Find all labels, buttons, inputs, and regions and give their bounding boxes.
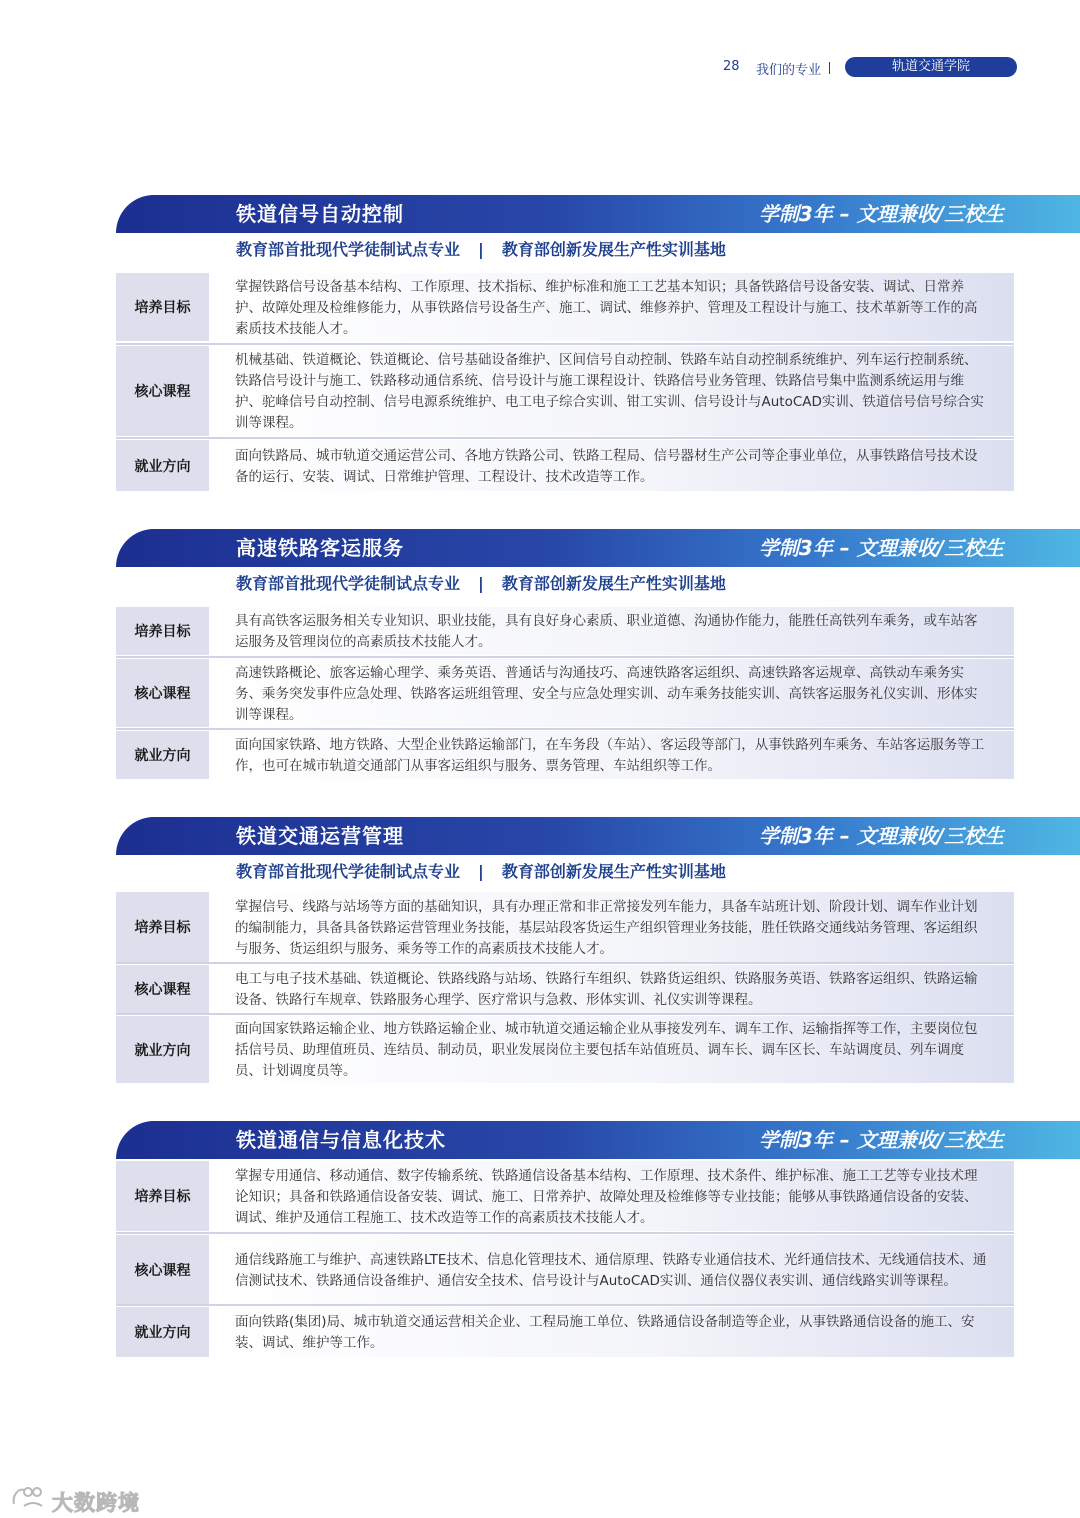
row-goal xyxy=(116,892,1014,962)
row-divider xyxy=(116,1232,1014,1234)
goal-text: 掌握铁路信号设备基本结构、工作原理、技术指标、维护标准和施工工艺基本知识；具备铁路信号设备安装、调试、日常养护、故障处理及检维修能力，从事铁路信号设备生产、施工、调试、维修养护、管理及工程设计与施工、技术革新等工作的高素质技术技能人才。 xyxy=(235,278,978,337)
row-careers xyxy=(116,731,1014,779)
careers-text: 面向铁路(集团)局、城市轨道交通运营相关企业、工程局施工单位、铁路通信设备制造等企业，从事铁路通信设备的施工、安装、调试、维护等工作。 xyxy=(235,1314,975,1351)
row-divider xyxy=(116,728,1014,730)
program-duration: 学制3年 – 文理兼收/三校生 xyxy=(758,1128,1004,1152)
row-content xyxy=(209,731,1014,779)
program-card xyxy=(116,529,1014,779)
program-honors xyxy=(236,855,726,889)
goal-text: 掌握专用通信、移动通信、数字传输系统、铁路通信设备基本结构、工作原理、技术条件、维护标准、施工工艺等专业技术理论知识；具备和铁路通信设备安装、调试、施工、日常养护、故障处理及检维修等专业技能；能够从事铁路通信设备的安装、调试、维护及通信工程施工、技术改造等工作的高素质技术技能人才。 xyxy=(235,1167,978,1226)
row-content xyxy=(209,273,1014,341)
program-title: 铁道信号自动控制 xyxy=(236,202,404,226)
row-label: 培养目标 xyxy=(116,607,209,655)
careers-text: 面向铁路局、城市轨道交通运营公司、各地方铁路公司、铁路工程局、信号器材生产公司等企事业单位，从事铁路信号技术设备的运行、安装、调试、日常维护管理、工程设计、技术改造等工作。 xyxy=(235,447,978,485)
row-content xyxy=(209,440,1014,491)
program-title: 铁道交通运营管理 xyxy=(236,824,404,848)
row-label: 培养目标 xyxy=(116,1161,209,1231)
program-title-bar xyxy=(116,529,1080,567)
row-divider xyxy=(116,656,1014,658)
row-label: 培养目标 xyxy=(116,273,209,341)
row-divider xyxy=(116,343,1014,345)
row-label: 就业方向 xyxy=(116,440,209,491)
courses-text: 电工与电子技术基础、铁道概论、铁路线路与站场、铁路行车组织、铁路货运组织、铁路服务英语、铁路客运组织、铁路运输设备、铁路行车规章、铁路服务心理学、医疗常识与急救、形体实训、礼仪实训等课程。 xyxy=(235,971,978,1008)
courses-text: 高速铁路概论、旅客运输心理学、乘务英语、普通话与沟通技巧、高速铁路客运组织、高速铁路客运规章、高铁动车乘务实务、乘务突发事件应急处理、铁路客运班组管理、安全与应急处理实训、动车乘务技能实训、高铁客运服务礼仪实训、形体实训等课程。 xyxy=(235,664,978,723)
courses-text: 通信线路施工与维护、高速铁路LTE技术、信息化管理技术、通信原理、铁路专业通信技术、光纤通信技术、无线通信技术、通信测试技术、铁路通信设备维护、通信安全技术、信号设计与AutoCAD实训、通信仪器仪表实训、通信线路实训等课程。 xyxy=(235,1251,987,1289)
row-divider xyxy=(116,1013,1014,1015)
row-label: 核心课程 xyxy=(116,346,209,436)
watermark-logo-icon xyxy=(10,1484,48,1510)
row-courses xyxy=(116,965,1014,1013)
program-card xyxy=(116,1121,1014,1357)
honor-text: 教育部创新发展生产性实训基地 xyxy=(501,862,726,881)
row-label: 核心课程 xyxy=(116,659,209,727)
row-courses xyxy=(116,1235,1014,1304)
program-honors xyxy=(236,567,726,601)
row-goal xyxy=(116,1161,1014,1231)
page-header xyxy=(0,57,1080,79)
honor-text: 教育部首批现代学徒制试点专业 xyxy=(236,240,461,259)
program-title-bar xyxy=(116,1121,1080,1159)
row-careers xyxy=(116,440,1014,491)
row-divider xyxy=(116,437,1014,439)
watermark xyxy=(10,1484,140,1514)
row-goal xyxy=(116,273,1014,341)
row-label: 核心课程 xyxy=(116,1235,209,1304)
row-label: 就业方向 xyxy=(116,731,209,779)
row-content xyxy=(209,1161,1014,1231)
header-divider xyxy=(829,62,830,74)
row-content xyxy=(209,1235,1014,1304)
honor-separator: | xyxy=(478,240,484,259)
program-title: 高速铁路客运服务 xyxy=(236,536,404,560)
program-duration: 学制3年 – 文理兼收/三校生 xyxy=(758,824,1004,848)
page-number: 28 xyxy=(723,59,740,74)
honor-text: 教育部首批现代学徒制试点专业 xyxy=(236,862,461,881)
careers-text: 面向国家铁路运输企业、地方铁路运输企业、城市轨道交通运输企业从事接发列车、调车工作、运输指挥等工作，主要岗位包括信号员、助理值班员、连结员、制动员，职业发展岗位主要包括车站值班员、调车长、调车区长、车站调度员、列车调度员、计划调度员等。 xyxy=(235,1021,978,1079)
row-goal xyxy=(116,607,1014,655)
row-content xyxy=(209,1016,1014,1083)
row-content xyxy=(209,607,1014,655)
row-label: 就业方向 xyxy=(116,1016,209,1083)
program-duration: 学制3年 – 文理兼收/三校生 xyxy=(758,536,1004,560)
honor-separator: | xyxy=(478,574,484,593)
watermark-text: 大数跨境 xyxy=(52,1491,140,1515)
row-divider xyxy=(116,962,1014,964)
program-duration: 学制3年 – 文理兼收/三校生 xyxy=(758,202,1004,226)
row-content xyxy=(209,346,1014,436)
goal-text: 掌握信号、线路与站场等方面的基础知识，具有办理正常和非正常接发列车能力，具备车站班计划、阶段计划、调车作业计划的编制能力，具备具备铁路运营管理业务技能，基层站段客货运生产组织管理业务技能，胜任铁路交通线站务管理、客运组织与服务、货运组织与服务、乘务等工作的高素质技术技能人才。 xyxy=(235,898,978,957)
row-courses xyxy=(116,659,1014,727)
row-courses xyxy=(116,346,1014,436)
college-badge: 轨道交通学院 xyxy=(845,57,1017,77)
honor-text: 教育部首批现代学徒制试点专业 xyxy=(236,574,461,593)
row-label: 核心课程 xyxy=(116,965,209,1013)
honor-text: 教育部创新发展生产性实训基地 xyxy=(501,574,726,593)
row-label: 就业方向 xyxy=(116,1307,209,1357)
row-divider xyxy=(116,1304,1014,1306)
row-content xyxy=(209,892,1014,962)
honor-text: 教育部创新发展生产性实训基地 xyxy=(501,240,726,259)
program-card xyxy=(116,195,1014,491)
program-title: 铁道通信与信息化技术 xyxy=(236,1128,446,1152)
honor-separator: | xyxy=(478,862,484,881)
program-title-bar xyxy=(116,195,1080,233)
courses-text: 机械基础、铁道概论、铁道概论、信号基础设备维护、区间信号自动控制、铁路车站自动控制系统维护、列车运行控制系统、铁路信号设计与施工、铁路移动通信系统、信号设计与施工课程设计、铁路信号业务管理、铁路信号集中监测系统运用与维护、驼峰信号自动控制、信号电源系统维护、电工电子综合实训、钳工实训、信号设计与AutoCAD实训、铁道信号信号综合实训等课程。 xyxy=(235,352,984,431)
row-careers xyxy=(116,1016,1014,1083)
section-label: 我们的专业 xyxy=(756,63,822,78)
program-title-bar xyxy=(116,817,1080,855)
row-content xyxy=(209,659,1014,727)
row-careers xyxy=(116,1307,1014,1357)
row-content xyxy=(209,965,1014,1013)
program-card xyxy=(116,817,1014,1083)
program-honors xyxy=(236,233,726,267)
careers-text: 面向国家铁路、地方铁路、大型企业铁路运输部门，在车务段（车站）、客运段等部门，从事铁路列车乘务、车站客运服务等工作，也可在城市轨道交通部门从事客运组织与服务、票务管理、车站组织等工作。 xyxy=(235,737,985,774)
row-content xyxy=(209,1307,1014,1357)
goal-text: 具有高铁客运服务相关专业知识、职业技能，具有良好身心素质、职业道德、沟通协作能力，能胜任高铁列车乘务，或车站客运服务及管理岗位的高素质技术技能人才。 xyxy=(235,613,978,650)
row-label: 培养目标 xyxy=(116,892,209,962)
